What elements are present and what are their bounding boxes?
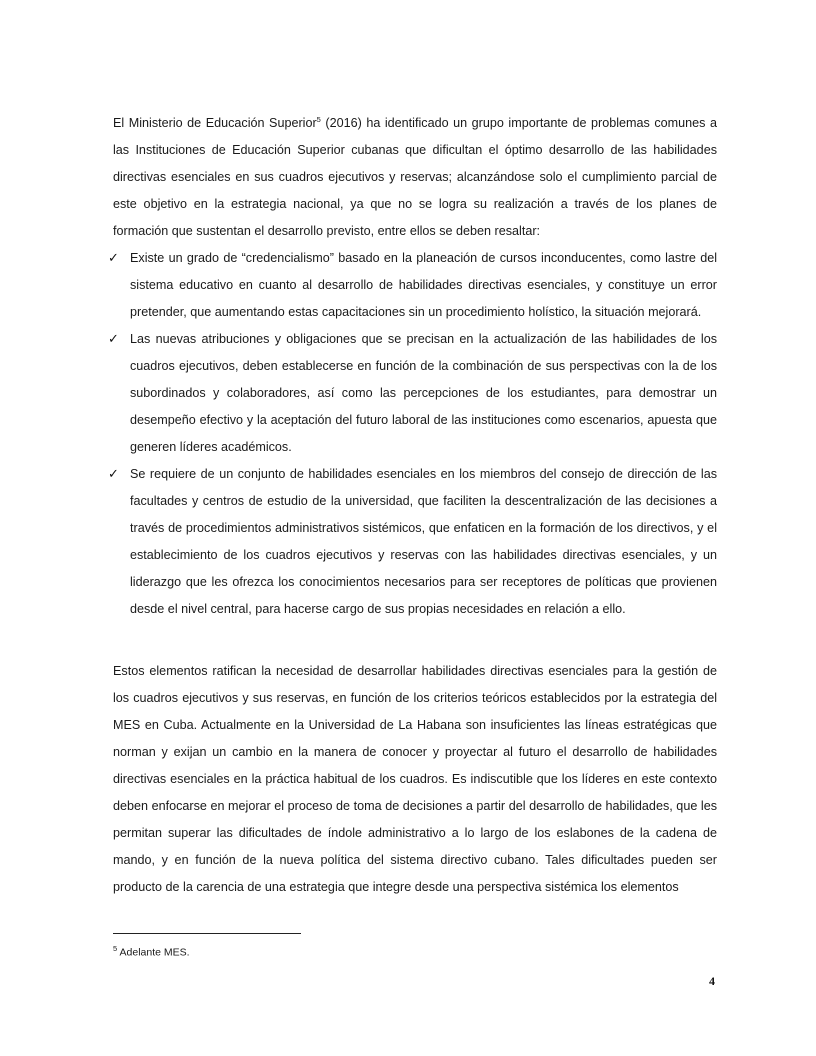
list-item-text: Las nuevas atribuciones y obligaciones que se precisan en la actualización de las habilidades de los cuadros ejecutivos, deben establecerse en función de la combinación de sus perspectivas con la de los subordinados y colaboradores, así como las percepciones de los estudiantes, para demostrar un desempeño efectivo y la aceptación del futuro laboral de las instituciones como escenarios, apuesta que generen líderes académicos.	[130, 332, 717, 454]
footnote-reference: 5	[316, 115, 321, 124]
list-item	[108, 245, 717, 326]
checklist	[108, 245, 717, 623]
list-item-text: Existe un grado de “credencialismo” basado en la planeación de cursos inconducentes, como lastre del sistema educativo en cuanto al desarrollo de habilidades directivas esenciales, y constituye un error pretender, que aumentando estas capacitaciones sin un procedimiento holístico, la situación mejorará.	[130, 251, 717, 319]
footnote-divider	[113, 933, 301, 934]
list-item	[108, 326, 717, 461]
checkmark-icon: ✓	[108, 251, 119, 266]
list-item	[108, 461, 717, 623]
intro-paragraph	[113, 106, 717, 245]
footnote-text: Adelante MES.	[117, 946, 190, 959]
footnote-number: 5	[113, 944, 118, 953]
checkmark-icon: ✓	[108, 332, 119, 347]
footnote	[113, 944, 190, 959]
checkmark-icon: ✓	[108, 467, 119, 482]
intro-text-end: (2016) ha identificado un grupo importante de problemas comunes a las Instituciones de Educación Superior cubanas que dificultan el óptimo desarrollo de las habilidades directivas esenciales en sus cuadros ejecutivos y reservas; alcanzándose solo el cumplimiento parcial de este objetivo en la estrategia nacional, ya que no se logra su realización a través de los planes de formación que sustentan el desarrollo previsto, entre ellos se deben resaltar:	[113, 116, 717, 239]
list-item-text: Se requiere de un conjunto de habilidades esenciales en los miembros del consejo de dirección de las facultades y centros de estudio de la universidad, que faciliten la descentralización de las decisiones a través de procedimientos administrativos sistémicos, que enfaticen en la formación de los directivos, y el establecimiento de los cuadros ejecutivos y reservas con las habilidades directivas esenciales, y un liderazgo que les ofrezca los conocimientos necesarios para ser receptores de políticas que provienen desde el nivel central, para hacerse cargo de sus propias necesidades en relación a ello.	[130, 467, 717, 616]
intro-text-start: El Ministerio de Educación Superior	[113, 116, 317, 131]
closing-paragraph: Estos elementos ratifican la necesidad de desarrollar habilidades directivas esenciales para la gestión de los cuadros ejecutivos y sus reservas, en función de los criterios teóricos establecidos por la estrategia del MES en Cuba. Actualmente en la Universidad de La Habana son insuficientes las líneas estratégicas que norman y exijan un cambio en la manera de conocer y proyectar al futuro el desarrollo de habilidades directivas esenciales en la práctica habitual de los cuadros. Es indiscutible que los líderes en este contexto deben enfocarse en mejorar el proceso de toma de decisiones a partir del desarrollo de habilidades, que les permitan superar las dificultades de índole administrativo a lo largo de los eslabones de la cadena de mando, y en función de la nueva política del sistema directivo cubano. Tales dificultades pueden ser producto de la carencia de una estrategia que integre desde una perspectiva sistémica los elementos	[113, 664, 717, 894]
page-number: 4	[709, 974, 715, 988]
